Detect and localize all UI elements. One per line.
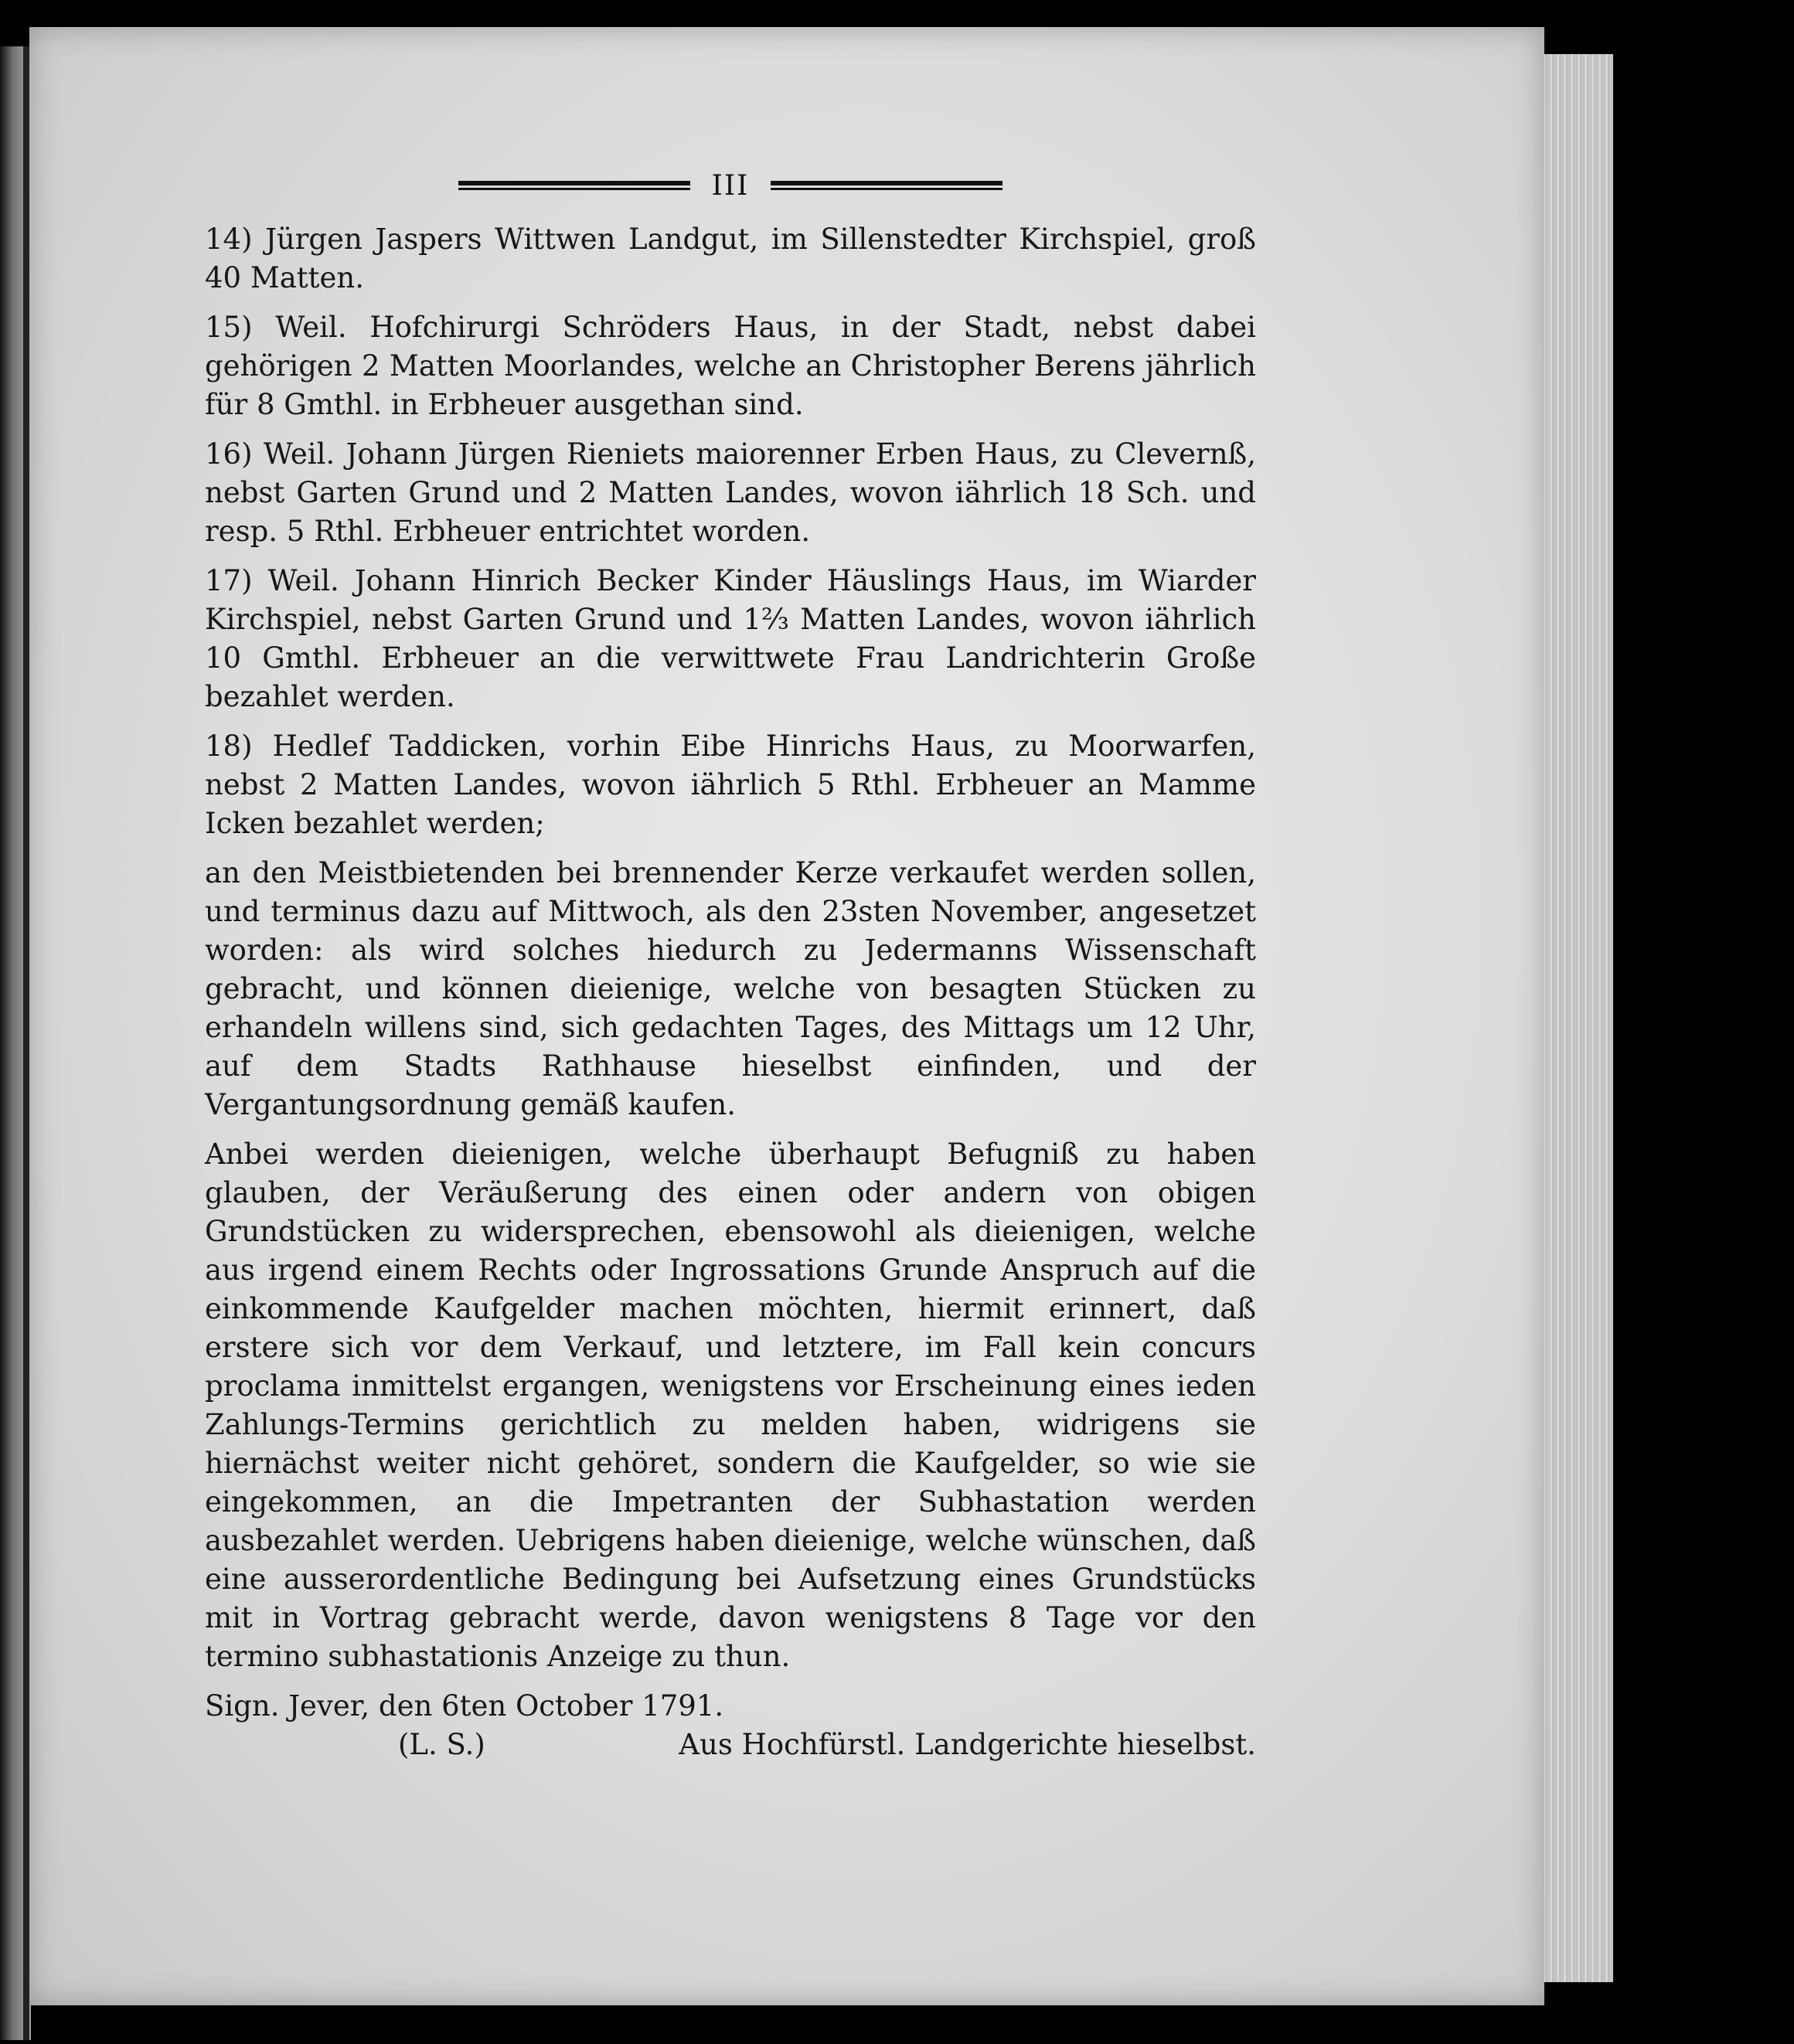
auction-paragraph: an den Meistbietenden bei brennender Kerze verkaufet werden sollen, und terminus dazu auf Mittwoch, als den 23sten November, angesetzet worden: als wird solches hiedurch zu Jedermanns Wissenschaft gebracht, und können dieienige, welche von besagten Stücken zu erhandeln willens sind, sich gedachten Tages, des Mittags um 12 Uhr, auf dem Stadts Rathhause hieselbst einfinden, und der Vergantungsordnung gemäß kaufen. — [205, 856, 1256, 1121]
list-entry-15: 15) Weil. Hofchirurgi Schröders Haus, in der Stadt, nebst dabei gehörigen 2 Matten Moorlandes, welche an Christopher Berens jährlich für 8 Gmthl. in Erbheuer ausgethan sind. — [205, 311, 1256, 421]
page-stack-edges — [1538, 54, 1613, 1982]
seal-mark: (L. S.) — [398, 1728, 485, 1761]
signature-place-date: Sign. Jever, den 6ten October 1791. — [205, 1689, 724, 1723]
page-number: III — [711, 169, 750, 202]
list-entry-14: 14) Jürgen Jaspers Wittwen Landgut, im Sillenstedter Kirchspiel, groß 40 Matten. — [205, 223, 1256, 294]
header-rule-right — [771, 181, 1003, 190]
list-entry-18: 18) Hedlef Taddicken, vorhin Eibe Hinrichs Haus, zu Moorwarfen, nebst 2 Matten Landes, wovon iährlich 5 Rthl. Erbheuer an Mamme Icken bezahlet werden; — [205, 730, 1256, 840]
page-body — [205, 220, 1256, 1764]
header-rule-left — [458, 181, 690, 190]
objection-paragraph: Anbei werden dieienigen, welche überhaupt Befugniß zu haben glauben, der Veräußerung des einen oder andern von obigen Grundstücken zu widersprechen, ebensowohl als dieienigen, welche aus irgend einem Rechts oder Ingrossations Grunde Anspruch auf die einkommende Kaufgelder machen möchten, hiermit erinnert, daß erstere sich vor dem Verkauf, und letztere, im Fall kein concurs proclama inmittelst ergangen, wenigstens vor Erscheinung eines ieden Zahlungs-Termins gerichtlich zu melden haben, widrigens sie hiernächst weiter nicht gehöret, sondern die Kaufgelder, so wie sie eingekommen, an die Impetranten der Subhastation werden ausbezahlet werden. Uebrigens haben dieienige, welche wünschen, daß eine ausserordentliche Bedingung bei Aufsetzung eines Grundstücks mit in Vortrag gebracht werde, davon wenigstens 8 Tage vor den termino subhastationis Anzeige zu thun. — [205, 1138, 1256, 1673]
issuing-authority: Aus Hochfürstl. Landgerichte hieselbst. — [679, 1728, 1256, 1761]
list-entry-17: 17) Weil. Johann Hinrich Becker Kinder Häuslings Haus, im Wiarder Kirchspiel, nebst Garten Grund und 1⅔ Matten Landes, wovon iährlich 10 Gmthl. Erbheuer an die verwittwete Frau Landrichterin Große bezahlet werden. — [205, 564, 1256, 713]
book-gutter — [23, 46, 29, 2040]
page-header — [441, 170, 1020, 201]
list-entry-16: 16) Weil. Johann Jürgen Rieniets maiorenner Erben Haus, zu Clevernß, nebst Garten Grund und 2 Matten Landes, wovon iährlich 18 Sch. und resp. 5 Rthl. Erbheuer entrichtet worden. — [205, 437, 1256, 548]
signature-line — [205, 1726, 1256, 1764]
